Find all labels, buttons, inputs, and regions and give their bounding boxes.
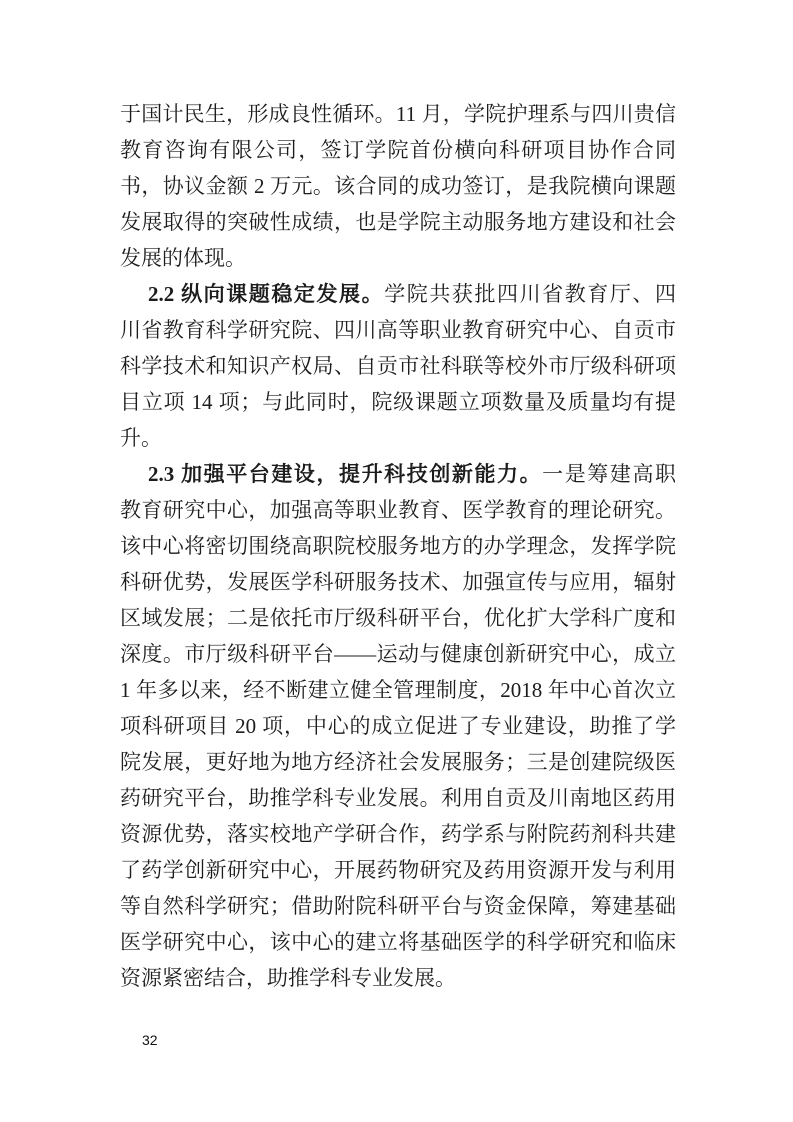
line-text: 深度。市厅级科研平台——运动与健康创新研究中心，成立 xyxy=(120,642,676,666)
line-text: 升。 xyxy=(120,426,162,450)
line-text: 学院共获批四川省教育厅、四 xyxy=(384,282,677,306)
heading-line xyxy=(120,276,676,312)
text-line xyxy=(120,672,676,708)
line-text: 科学技术和知识产权局、自贡市社科联等校外市厅级科研项 xyxy=(120,354,676,378)
text-line xyxy=(120,168,676,204)
text-line xyxy=(120,204,676,240)
line-text: 1 年多以来，经不断建立健全管理制度，2018 年中心首次立 xyxy=(120,678,676,702)
text-line xyxy=(120,492,676,528)
line-text: 等自然科学研究；借助附院科研平台与资金保障，筹建基础 xyxy=(120,894,676,918)
text-line xyxy=(120,888,676,924)
text-line xyxy=(120,420,676,456)
text-line xyxy=(120,960,676,996)
page-number: 32 xyxy=(142,1032,158,1048)
line-text: 资源紧密结合，助推学科专业发展。 xyxy=(120,966,456,990)
text-line xyxy=(120,816,676,852)
line-text: 区域发展；二是依托市厅级科研平台，优化扩大学科广度和 xyxy=(120,606,676,630)
section-heading-text: 2.2 纵向课题稳定发展。 xyxy=(148,282,385,306)
text-line xyxy=(120,528,676,564)
line-text: 该中心将密切围绕高职院校服务地方的办学理念，发挥学院 xyxy=(120,534,676,558)
text-line xyxy=(120,240,676,276)
line-text: 发展取得的突破性成绩，也是学院主动服务地方建设和社会 xyxy=(120,210,676,234)
text-line xyxy=(120,600,676,636)
line-text: 了药学创新研究中心，开展药物研究及药用资源开发与利用 xyxy=(120,858,676,882)
text-line xyxy=(120,708,676,744)
line-text: 资源优势，落实校地产学研合作，药学系与附院药剂科共建 xyxy=(120,822,676,846)
text-line xyxy=(120,564,676,600)
text-line xyxy=(120,96,676,132)
text-line xyxy=(120,384,676,420)
line-text: 项科研项目 20 项，中心的成立促进了专业建设，助推了学 xyxy=(120,714,676,738)
text-line xyxy=(120,780,676,816)
section-heading-text: 2.3 加强平台建设，提升科技创新能力。 xyxy=(148,462,543,486)
document-body xyxy=(120,96,676,996)
text-line xyxy=(120,312,676,348)
text-line xyxy=(120,636,676,672)
line-text: 医学研究中心，该中心的建立将基础医学的科学研究和临床 xyxy=(120,930,676,954)
line-text: 发展的体现。 xyxy=(120,246,246,270)
line-text: 教育咨询有限公司，签订学院首份横向科研项目协作合同 xyxy=(120,138,676,162)
line-text: 药研究平台，助推学科专业发展。利用自贡及川南地区药用 xyxy=(120,786,676,810)
text-line xyxy=(120,132,676,168)
line-text: 目立项 14 项；与此同时，院级课题立项数量及质量均有提 xyxy=(120,390,676,414)
heading-line xyxy=(120,456,676,492)
line-text: 一是筹建高职 xyxy=(542,462,677,486)
line-text: 科研优势，发展医学科研服务技术、加强宣传与应用，辐射 xyxy=(120,570,676,594)
line-text: 川省教育科学研究院、四川高等职业教育研究中心、自贡市 xyxy=(120,318,676,342)
line-text: 书，协议金额 2 万元。该合同的成功签订，是我院横向课题 xyxy=(120,174,676,198)
text-line xyxy=(120,744,676,780)
line-text: 院发展，更好地为地方经济社会发展服务；三是创建院级医 xyxy=(120,750,676,774)
text-line xyxy=(120,852,676,888)
line-text: 于国计民生，形成良性循环。11 月，学院护理系与四川贵信 xyxy=(120,102,676,126)
text-line xyxy=(120,924,676,960)
text-line xyxy=(120,348,676,384)
line-text: 教育研究中心，加强高等职业教育、医学教育的理论研究。 xyxy=(120,498,676,522)
